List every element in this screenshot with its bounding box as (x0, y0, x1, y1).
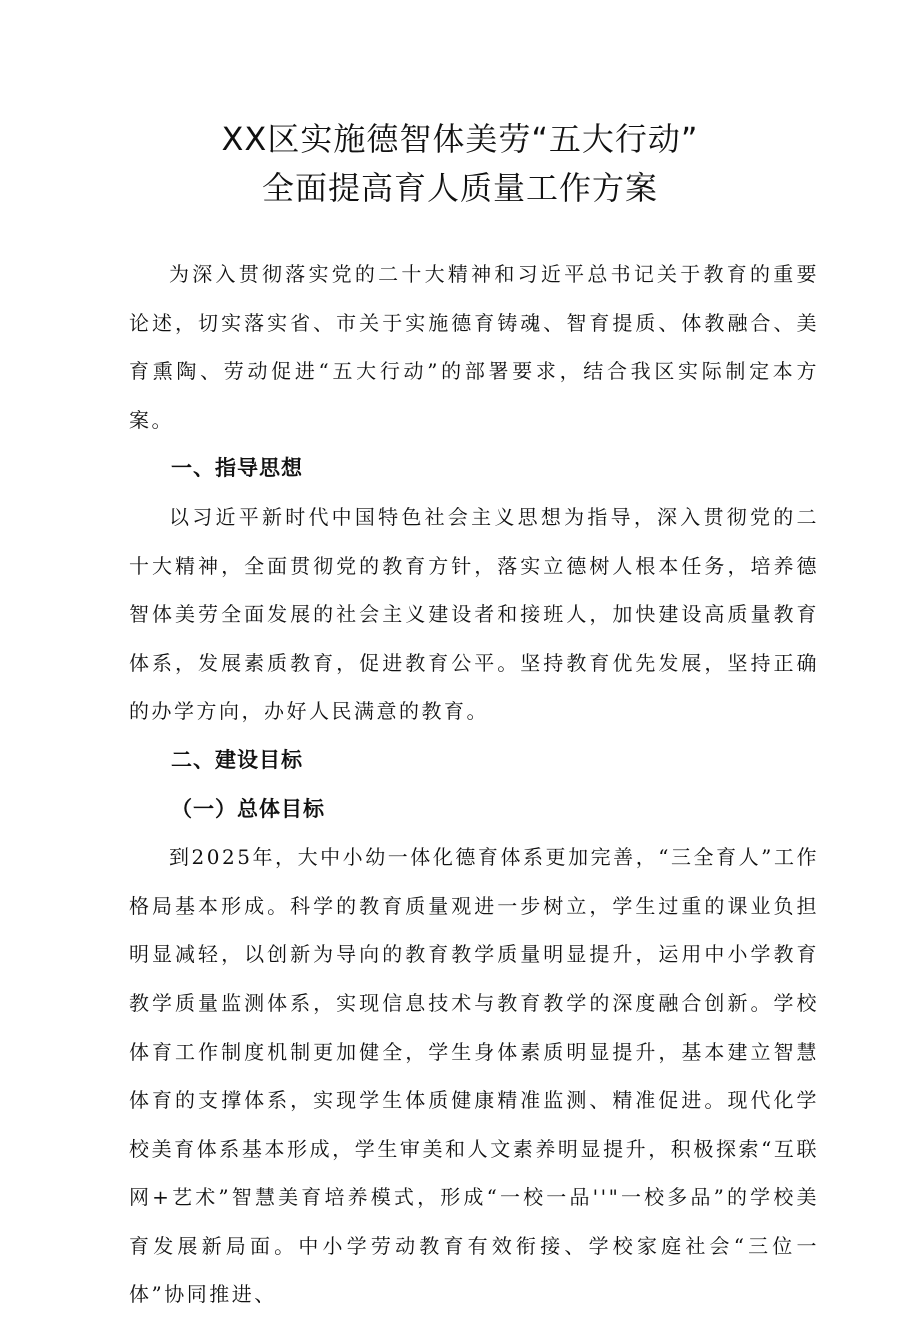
guiding-ideology-paragraph: 以习近平新时代中国特色社会主义思想为指导，深入贯彻党的二十大精神，全面贯彻党的教育方针，落实立德树人根本任务，培养德智体美劳全面发展的社会主义建设者和接班人，加快建设高质量教育体系，发展素质教育，促进教育公平。坚持教育优先发展，坚持正确的办学方向，办好人民满意的教育。 (129, 504, 819, 724)
subsection-heading-overall-goals: （一）总体目标 (171, 796, 325, 821)
section-heading-construction-goals: 二、建设目标 (171, 747, 303, 772)
intro-paragraph: 为深入贯彻落实党的二十大精神和习近平总书记关于教育的重要论述，切实落实省、市关于实施德育铸魂、智育提质、体教融合、美育熏陶、劳动促进“五大行动”的部署要求，结合我区实际制定本方案。 (129, 262, 819, 432)
document-title-line2: 全面提高育人质量工作方案 (261, 169, 658, 207)
section-heading-guiding-ideology: 一、指导思想 (171, 456, 303, 481)
document-body (129, 250, 819, 1319)
document-title-line1: XX区实施德智体美劳“五大行动” (221, 120, 699, 158)
overall-goals-paragraph: 到2025年，大中小幼一体化德育体系更加完善，“三全育人”工作格局基本形成。科学的教育质量观进一步树立，学生过重的课业负担明显减轻，以创新为导向的教育教学质量明显提升，运用中小学教育教学质量监测体系，实现信息技术与教育教学的深度融合创新。学校体育工作制度机制更加健全，学生身体素质明显提升，基本建立智慧体育的支撑体系，实现学生体质健康精准监测、精准促进。现代化学校美育体系基本形成，学生审美和人文素养明显提升，积极探索“互联网+艺术”智慧美育培养模式，形成“一校一品''"一校多品”的学校美育发展新局面。中小学劳动教育有效衔接、学校家庭社会“三位一体”协同推进、 (129, 845, 819, 1307)
